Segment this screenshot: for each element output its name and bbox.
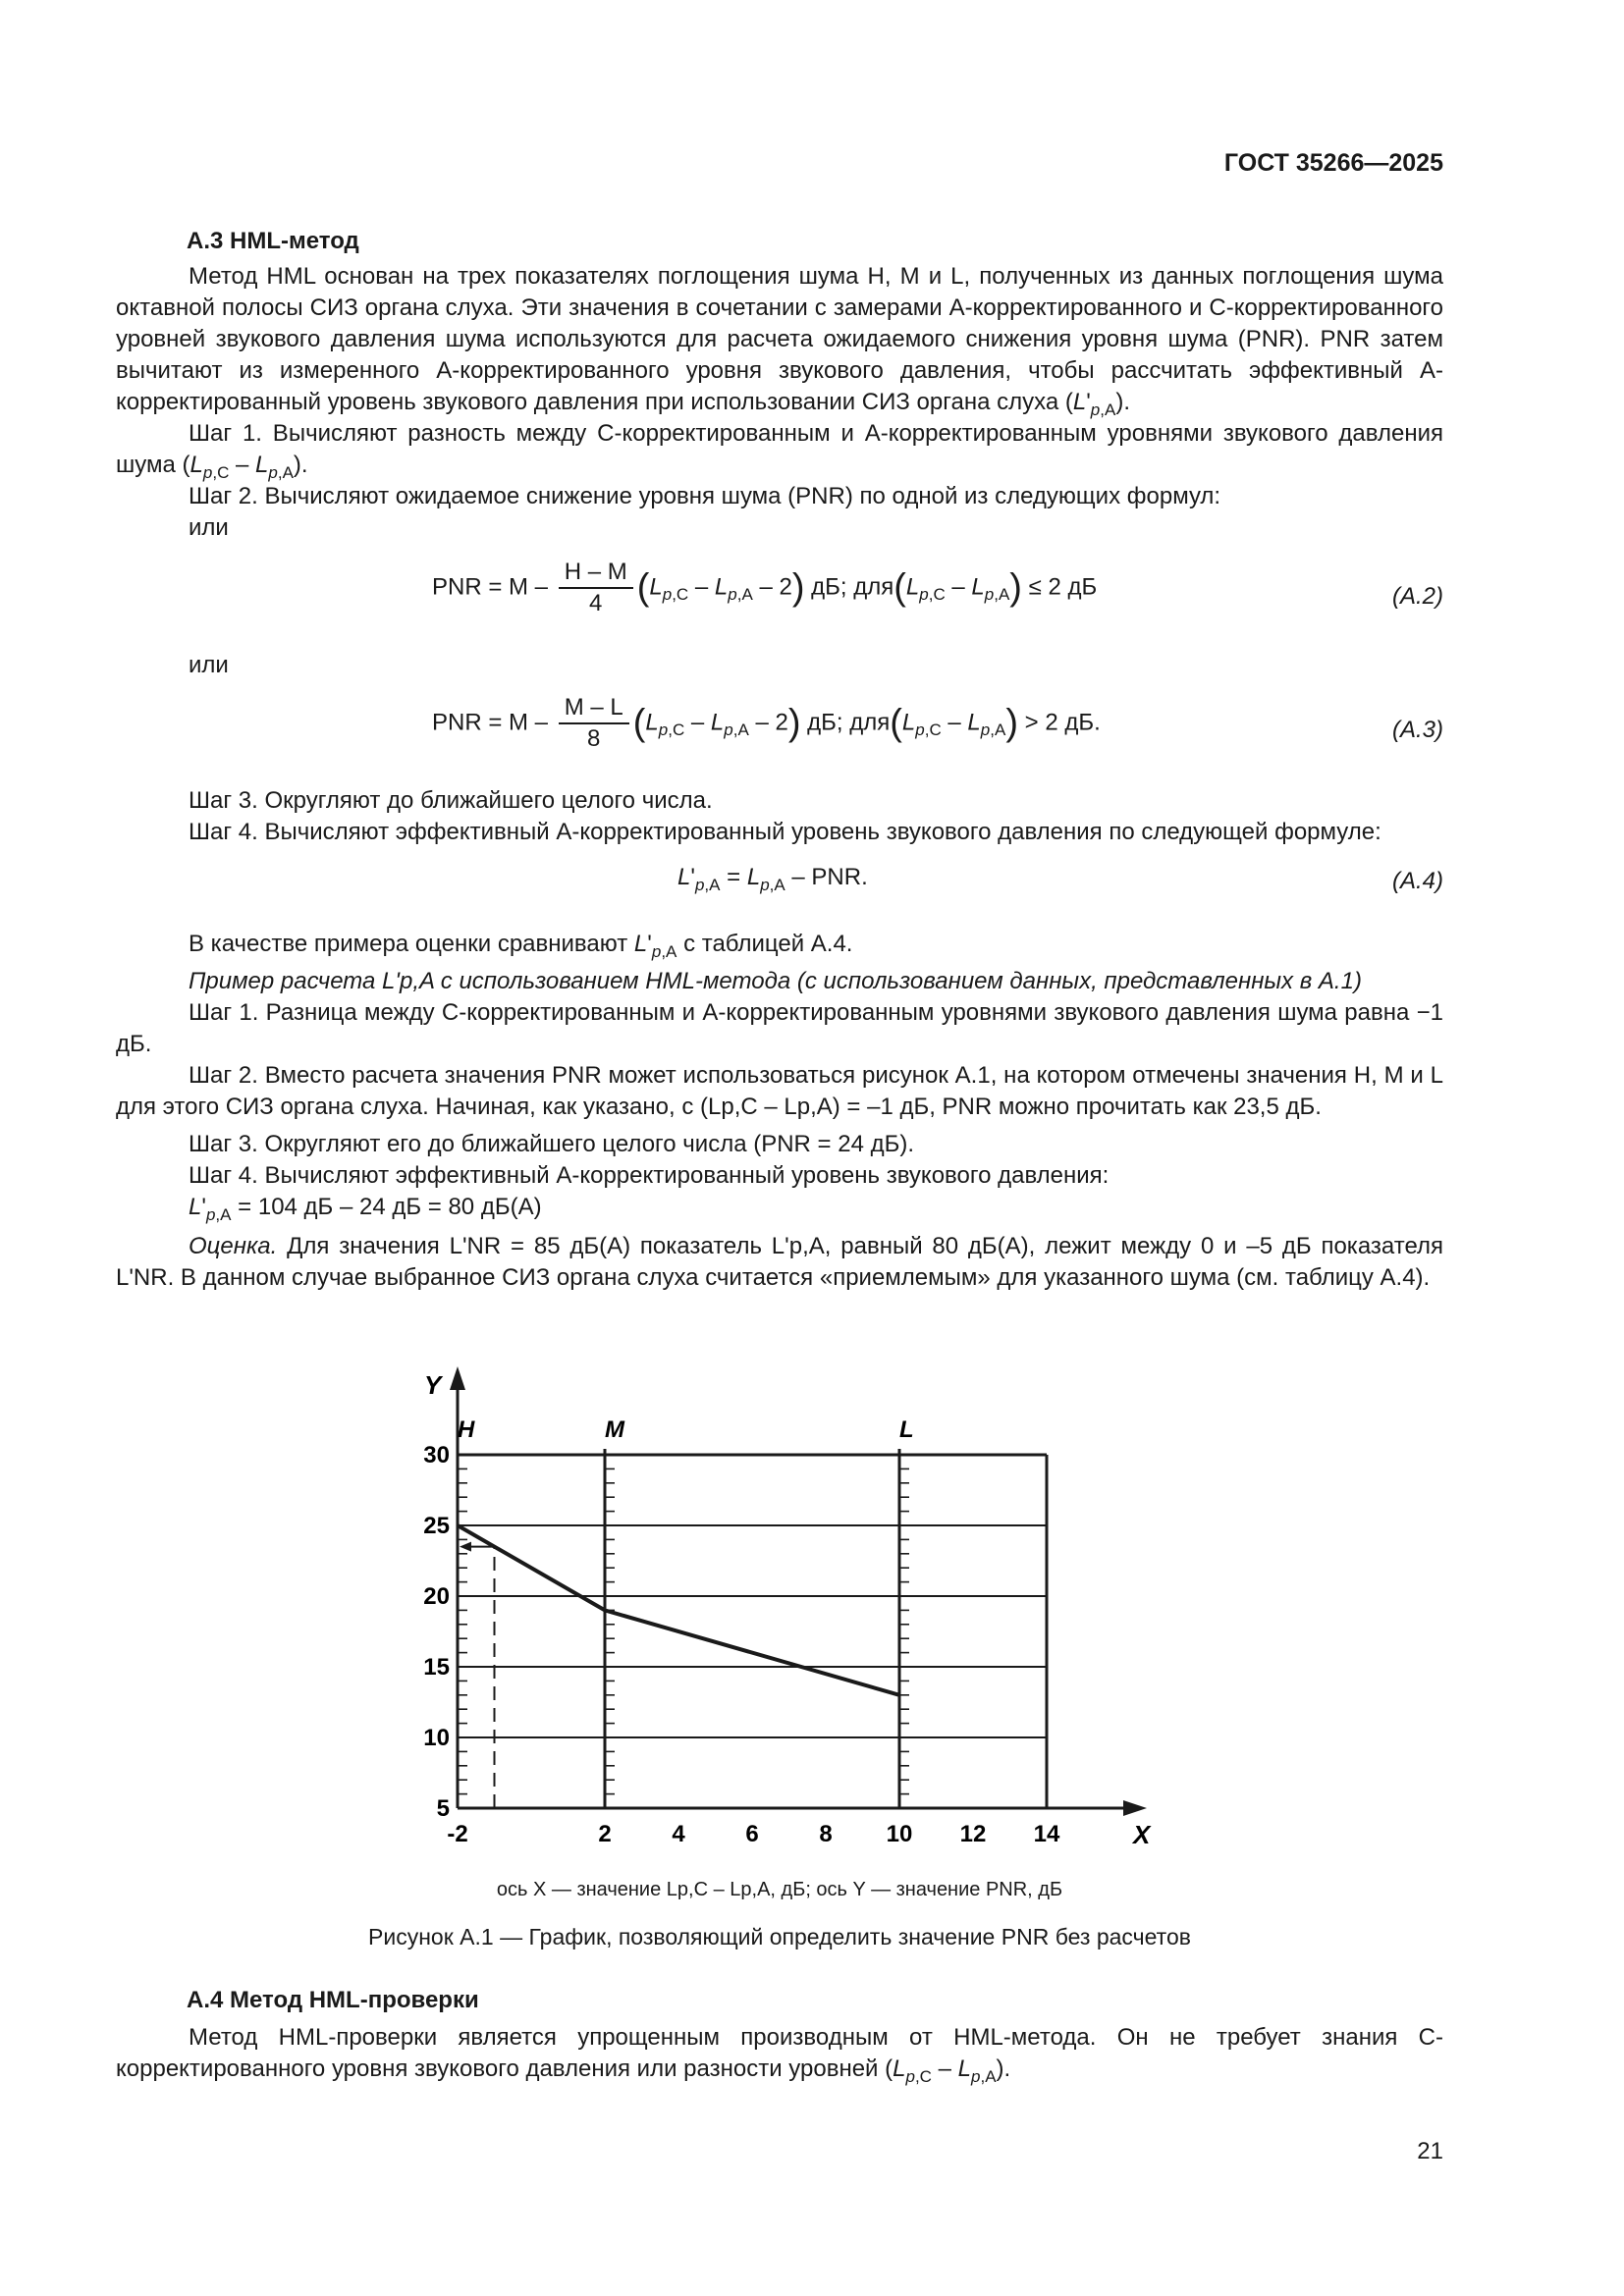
x-tick-label: 10 — [886, 1821, 913, 1847]
vertical-label: H — [458, 1416, 475, 1443]
y-axis-label: Y — [424, 1370, 442, 1400]
example-title: Пример расчета L'p,A с использованием HML-метода (с использованием данных, представленных в А.1) — [189, 968, 1362, 994]
step3-paragraph: Шаг 3. Округляют до ближайшего целого числа. — [189, 787, 713, 814]
step4-paragraph: Шаг 4. Вычисляют эффективный А-корректированный уровень звукового давления по следующей формуле: — [189, 819, 1381, 845]
x-tick-label: 2 — [598, 1821, 612, 1847]
figure-caption: Рисунок А.1 — График, позволяющий определить значение PNR без расчетов — [368, 1924, 1191, 1949]
y-axis-arrow — [450, 1366, 465, 1390]
formula-a3: PNR = M – $\frac{M - L}{8}$ $(L_{p,C} - L_{p,A} - 2)$ дБ; $для(L_{p,C} - L_{p,A}) > 2$ дБ. — [432, 694, 1101, 752]
pnr-chart — [393, 1345, 1178, 1865]
y-tick-label: 20 — [423, 1583, 450, 1610]
step2-paragraph: Шаг 2. Вычисляют ожидаемое снижение уровня шума (PNR) по одной из следующих формул: — [189, 483, 1221, 509]
a4-paragraph: Метод HML-проверки является упрощенным производным от HML-метода. Он не требует знания С-корректированного уровня звукового давления или разности уровней $(L_{p,C} - L_{p,A})$. — [116, 2024, 1443, 2086]
vertical-label: M — [605, 1416, 624, 1443]
formula-a4: $L'_{p,A} = L_{p,A}$ – PNR. — [677, 864, 868, 894]
x-tick-label: 8 — [819, 1821, 833, 1847]
x-tick-label: 6 — [745, 1821, 759, 1847]
formula-a2-number: (А.2) — [1391, 583, 1443, 610]
page-number: 21 — [1417, 2138, 1443, 2164]
section-heading-a3: А.3 HML-метод — [187, 228, 359, 254]
x-tick-label: 14 — [1033, 1821, 1060, 1847]
reading-arrow-head — [460, 1542, 471, 1552]
compare-paragraph: В качестве примера оценки сравнивают $L'_{p,A}$ с таблицей А.4. — [189, 931, 853, 961]
y-tick-label: 5 — [436, 1795, 450, 1822]
vertical-label: L — [899, 1416, 914, 1443]
x-tick-label: 4 — [672, 1821, 685, 1847]
y-tick-label: 15 — [423, 1654, 450, 1681]
section-heading-a4: А.4 Метод HML-проверки — [187, 1987, 479, 2013]
example-step1: Шаг 1. Разница между С-корректированным и А-корректированным уровнями звукового давления шума равна −1 дБ. — [116, 999, 1443, 1057]
example-step2: Шаг 2. Вместо расчета значения PNR может использоваться рисунок А.1, на котором отмечены значения H, M и L для этого СИЗ органа слуха. Начиная, как указано, с (Lp,C – Lp,A) = –1 дБ, PNR можно прочитать как 23,5 дБ. — [116, 1062, 1443, 1120]
example-step4: Шаг 4. Вычисляют эффективный А-корректированный уровень звукового давления: — [189, 1162, 1110, 1189]
or-label: или — [189, 514, 229, 541]
step1-paragraph: Шаг 1. Вычисляют разность между С-корректированным и А-корректированным уровнями звукового давления шума $(L_{p,C} - L_{p,A})$. — [116, 420, 1443, 482]
y-tick-label: 30 — [423, 1442, 450, 1468]
series-line — [458, 1525, 899, 1695]
formula-a3-number: (А.3) — [1391, 717, 1443, 743]
or-label: или — [189, 652, 229, 678]
x-axis-arrow — [1123, 1800, 1147, 1816]
document-id: ГОСТ 35266—2025 — [1223, 149, 1443, 177]
intro-paragraph: Метод HML основан на трех показателях поглощения шума H, M и L, полученных из данных поглощения шума октавной полосы СИЗ органа слуха. Эти значения в сочетании с замерами А-корректированного и С-корректированного уровней звукового давления шума используются для расчета ожидаемого снижения уровня шума (PNR). PNR затем вычитают из измеренного А-корректированного уровня звукового давления, чтобы рассчитать эффективный А-корректированный уровень звукового давления при использовании СИЗ органа слуха $(L'_{p,A})$. — [116, 263, 1443, 419]
axis-caption: ось X — значение Lp,C – Lp,A, дБ; ось Y — значение PNR, дБ — [496, 1879, 1063, 1900]
example-step3: Шаг 3. Округляют его до ближайшего целого числа (PNR = 24 дБ). — [189, 1131, 915, 1157]
formula-a2: PNR = M – $\frac{H - M}{4}$ $(L_{p,C} - L_{p,A} - 2)$ дБ; $для(L_{p,C} - L_{p,A}) \le 2$ дБ — [432, 559, 1098, 616]
y-tick-label: 25 — [423, 1513, 450, 1539]
x-tick-label: -2 — [447, 1821, 468, 1847]
evaluation-paragraph: Оценка. Для значения L'NR = 85 дБ(А) показатель L'p,A, равный 80 дБ(А), лежит между 0 и –5 дБ показателя L'NR. В данном случае выбранное СИЗ органа слуха считается «приемлемым» для указанного шума (см. таблицу А.4). — [116, 1233, 1444, 1291]
formula-a4-number: (А.4) — [1391, 868, 1443, 894]
x-axis-label: X — [1133, 1820, 1151, 1849]
x-tick-label: 12 — [959, 1821, 987, 1847]
example-calc: $L'_{p,A} = 104$ дБ – 24 дБ = 80 дБ(А) — [189, 1194, 542, 1224]
y-tick-label: 10 — [423, 1725, 450, 1751]
